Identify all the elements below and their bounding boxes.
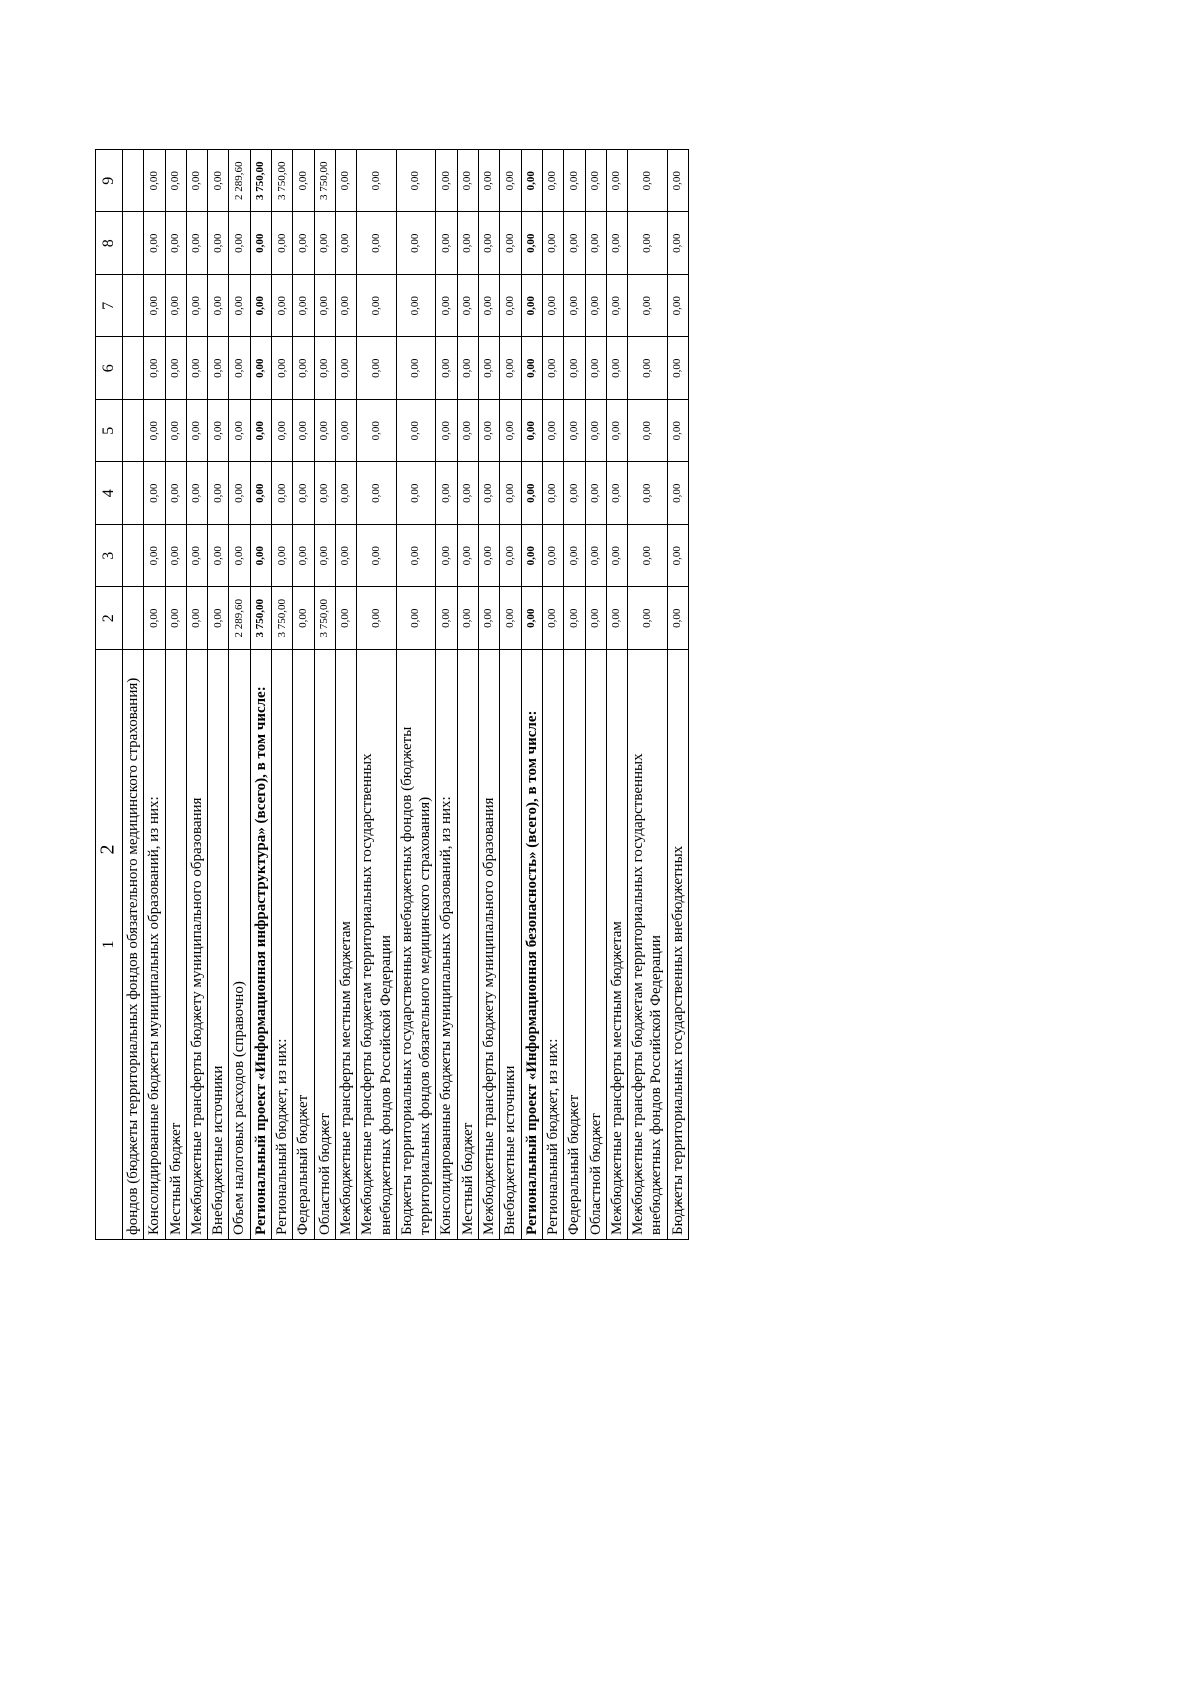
- table-row: [335, 150, 356, 1240]
- table-cell: 0,00: [436, 212, 457, 275]
- table-cell: 0,00: [479, 275, 500, 338]
- table-cell: 0,00: [229, 275, 250, 338]
- table-cell: 0,00: [250, 400, 271, 463]
- table-cell: 0,00: [293, 150, 314, 213]
- table-cell: 0,00: [542, 337, 563, 400]
- table-cell: 0,00: [396, 400, 436, 463]
- table-cell: 0,00: [165, 337, 186, 400]
- table-cell: [123, 587, 144, 650]
- table-cell: 0,00: [314, 275, 335, 338]
- row-label: Региональный проект «Информационная инфраструктура» (всего), в том числе:: [250, 650, 271, 1240]
- table-cell: 0,00: [272, 275, 293, 338]
- budget-table: [95, 149, 689, 1240]
- table-cell: 0,00: [585, 337, 606, 400]
- table-cell: 0,00: [667, 337, 688, 400]
- table-cell: 0,00: [314, 525, 335, 588]
- row-label: Бюджеты территориальных государственных внебюджетных: [667, 650, 688, 1240]
- table-cell: 0,00: [144, 587, 165, 650]
- table-cell: 0,00: [564, 150, 585, 213]
- table-cell: 0,00: [667, 150, 688, 213]
- table-cell: [123, 525, 144, 588]
- table-cell: 0,00: [521, 400, 542, 463]
- table-cell: 0,00: [479, 212, 500, 275]
- table-row: [521, 150, 542, 1240]
- column-header: 5: [96, 400, 123, 463]
- table-row: [272, 150, 293, 1240]
- table-cell: 0,00: [436, 150, 457, 213]
- table-cell: 0,00: [314, 212, 335, 275]
- table-cell: 3 750,00: [250, 150, 271, 213]
- table-cell: 0,00: [564, 275, 585, 338]
- row-label: Внебюджетные источники: [208, 650, 229, 1240]
- table-cell: 0,00: [144, 525, 165, 588]
- table-cell: 0,00: [335, 462, 356, 525]
- table-cell: 0,00: [396, 462, 436, 525]
- table-cell: 0,00: [144, 462, 165, 525]
- row-label: Федеральный бюджет: [293, 650, 314, 1240]
- row-label: Межбюджетные трансферты бюджету муниципального образования: [479, 650, 500, 1240]
- table-cell: 0,00: [272, 525, 293, 588]
- table-cell: 0,00: [293, 525, 314, 588]
- table-cell: 0,00: [165, 462, 186, 525]
- table-cell: 0,00: [186, 337, 207, 400]
- table-cell: 0,00: [628, 525, 668, 588]
- table-row: [542, 150, 563, 1240]
- table-cell: 0,00: [628, 212, 668, 275]
- table-row: [667, 150, 688, 1240]
- table-cell: 0,00: [335, 587, 356, 650]
- table-row: [229, 150, 250, 1240]
- table-cell: 0,00: [293, 400, 314, 463]
- table-cell: 0,00: [396, 337, 436, 400]
- table-cell: 0,00: [314, 462, 335, 525]
- table-row: [479, 150, 500, 1240]
- table-cell: 0,00: [396, 212, 436, 275]
- column-header: 3: [96, 525, 123, 588]
- header-row: [96, 150, 123, 1240]
- table-row: [436, 150, 457, 1240]
- row-label: Объем налоговых расходов (справочно): [229, 650, 250, 1240]
- table-cell: 0,00: [335, 150, 356, 213]
- table-cell: 0,00: [293, 587, 314, 650]
- table-cell: 0,00: [357, 525, 397, 588]
- table-cell: 0,00: [457, 525, 478, 588]
- page-number: 2: [96, 844, 119, 855]
- table-cell: 0,00: [500, 275, 521, 338]
- table-cell: 0,00: [542, 275, 563, 338]
- table-cell: 0,00: [357, 275, 397, 338]
- table-cell: 0,00: [521, 337, 542, 400]
- table-cell: [123, 275, 144, 338]
- table-cell: 0,00: [357, 462, 397, 525]
- table-cell: 0,00: [250, 525, 271, 588]
- table-cell: 0,00: [457, 587, 478, 650]
- table-row: [165, 150, 186, 1240]
- table-row: [500, 150, 521, 1240]
- table-cell: 0,00: [628, 150, 668, 213]
- table-cell: 0,00: [396, 150, 436, 213]
- table-cell: 0,00: [667, 275, 688, 338]
- table-cell: 0,00: [500, 462, 521, 525]
- table-cell: 0,00: [457, 337, 478, 400]
- table-cell: 0,00: [208, 525, 229, 588]
- table-cell: 0,00: [186, 400, 207, 463]
- table-cell: 0,00: [357, 587, 397, 650]
- table-cell: 0,00: [500, 212, 521, 275]
- table-row: [293, 150, 314, 1240]
- table-cell: 0,00: [606, 275, 627, 338]
- table-cell: 0,00: [335, 212, 356, 275]
- table-cell: 0,00: [606, 400, 627, 463]
- table-cell: 0,00: [564, 400, 585, 463]
- table-cell: 0,00: [436, 587, 457, 650]
- row-label: Федеральный бюджет: [564, 650, 585, 1240]
- table-cell: 0,00: [229, 462, 250, 525]
- table-cell: 0,00: [396, 525, 436, 588]
- table-cell: 0,00: [606, 462, 627, 525]
- table-cell: 0,00: [500, 400, 521, 463]
- table-row: [357, 150, 397, 1240]
- table-cell: 0,00: [542, 212, 563, 275]
- table-row: [123, 150, 144, 1240]
- table-cell: 0,00: [667, 587, 688, 650]
- table-cell: 0,00: [335, 275, 356, 338]
- table-cell: 0,00: [165, 525, 186, 588]
- table-cell: 0,00: [335, 525, 356, 588]
- table-cell: 0,00: [457, 212, 478, 275]
- column-header: 6: [96, 337, 123, 400]
- table-cell: 0,00: [250, 275, 271, 338]
- table-cell: 0,00: [165, 212, 186, 275]
- table-row: [606, 150, 627, 1240]
- table-cell: [123, 462, 144, 525]
- table-cell: 0,00: [521, 525, 542, 588]
- table-cell: 0,00: [208, 150, 229, 213]
- table-cell: 0,00: [144, 400, 165, 463]
- table-cell: 0,00: [479, 462, 500, 525]
- row-label: Местный бюджет: [165, 650, 186, 1240]
- row-label: Консолидированные бюджеты муниципальных образований, из них:: [144, 650, 165, 1240]
- table-cell: 0,00: [542, 150, 563, 213]
- table-cell: 3 750,00: [314, 150, 335, 213]
- table-cell: 0,00: [521, 150, 542, 213]
- table-cell: 0,00: [396, 275, 436, 338]
- row-label: Региональный проект «Информационная безопасность» (всего), в том числе:: [521, 650, 542, 1240]
- table-cell: [123, 337, 144, 400]
- row-label: Бюджеты территориальных государственных внебюджетных фондов (бюджеты территориальных фондов обязательного медицинского страхования): [396, 650, 436, 1240]
- table-cell: [123, 400, 144, 463]
- table-row: [564, 150, 585, 1240]
- table-cell: 0,00: [144, 150, 165, 213]
- table-cell: 0,00: [542, 525, 563, 588]
- table-cell: 0,00: [186, 212, 207, 275]
- table-cell: 0,00: [521, 212, 542, 275]
- table-cell: 3 750,00: [314, 587, 335, 650]
- column-header: 2: [96, 587, 123, 650]
- row-label: Консолидированные бюджеты муниципальных образований, из них:: [436, 650, 457, 1240]
- row-label: Межбюджетные трансферты местным бюджетам: [335, 650, 356, 1240]
- table-cell: 0,00: [436, 525, 457, 588]
- table-cell: 0,00: [357, 400, 397, 463]
- table-body: [123, 150, 689, 1240]
- table-cell: 0,00: [585, 587, 606, 650]
- table-cell: 0,00: [208, 400, 229, 463]
- table-cell: 0,00: [628, 400, 668, 463]
- table-cell: 0,00: [272, 462, 293, 525]
- table-cell: 0,00: [667, 525, 688, 588]
- table-cell: 0,00: [457, 275, 478, 338]
- table-cell: 3 750,00: [250, 587, 271, 650]
- table-cell: 0,00: [314, 337, 335, 400]
- table-cell: 0,00: [186, 275, 207, 338]
- table-cell: 0,00: [357, 337, 397, 400]
- table-cell: 0,00: [293, 212, 314, 275]
- row-label: Межбюджетные трансферты бюджетам территориальных государственных внебюджетных фондов Российской Федерации: [357, 650, 397, 1240]
- table-cell: 0,00: [606, 150, 627, 213]
- table-row: [314, 150, 335, 1240]
- table-cell: 0,00: [165, 275, 186, 338]
- table-cell: 0,00: [165, 150, 186, 213]
- table-cell: 0,00: [250, 462, 271, 525]
- table-cell: 0,00: [457, 150, 478, 213]
- table-cell: 0,00: [628, 275, 668, 338]
- row-label: Региональный бюджет, из них:: [542, 650, 563, 1240]
- row-label: Местный бюджет: [457, 650, 478, 1240]
- table-cell: 3 750,00: [272, 587, 293, 650]
- table-cell: 0,00: [521, 275, 542, 338]
- column-header: 7: [96, 275, 123, 338]
- column-header: 8: [96, 212, 123, 275]
- column-header: 4: [96, 462, 123, 525]
- table-cell: 0,00: [585, 400, 606, 463]
- table-cell: 0,00: [186, 525, 207, 588]
- table-row: [144, 150, 165, 1240]
- table-row: [585, 150, 606, 1240]
- table-cell: 0,00: [500, 337, 521, 400]
- row-label: Внебюджетные источники: [500, 650, 521, 1240]
- table-cell: 0,00: [479, 587, 500, 650]
- table-cell: 0,00: [606, 587, 627, 650]
- table-cell: 0,00: [479, 525, 500, 588]
- table-cell: 0,00: [165, 587, 186, 650]
- row-label: Областной бюджет: [585, 650, 606, 1240]
- table-cell: 0,00: [144, 337, 165, 400]
- table-cell: [123, 212, 144, 275]
- table-cell: 0,00: [606, 212, 627, 275]
- table-cell: 2 289,60: [229, 587, 250, 650]
- table-cell: 0,00: [165, 400, 186, 463]
- table-cell: 0,00: [500, 150, 521, 213]
- table-cell: 0,00: [457, 400, 478, 463]
- table-cell: 0,00: [500, 525, 521, 588]
- table-cell: 0,00: [564, 212, 585, 275]
- table-cell: 0,00: [186, 462, 207, 525]
- table-cell: 0,00: [272, 337, 293, 400]
- table-cell: 0,00: [293, 462, 314, 525]
- table-cell: 0,00: [436, 462, 457, 525]
- table-cell: 0,00: [229, 212, 250, 275]
- table-cell: 0,00: [542, 462, 563, 525]
- table-cell: 0,00: [396, 587, 436, 650]
- row-label: фондов (бюджеты территориальных фондов обязательного медицинского страхования): [123, 650, 144, 1240]
- table-row: [208, 150, 229, 1240]
- table-row: [186, 150, 207, 1240]
- table-cell: 0,00: [585, 212, 606, 275]
- table-cell: 0,00: [208, 275, 229, 338]
- table-row: [628, 150, 668, 1240]
- table-cell: 0,00: [564, 525, 585, 588]
- table-cell: 0,00: [585, 462, 606, 525]
- table-cell: 0,00: [564, 337, 585, 400]
- table-cell: 0,00: [628, 587, 668, 650]
- row-label: Областной бюджет: [314, 650, 335, 1240]
- table-cell: 3 750,00: [272, 150, 293, 213]
- column-header: 9: [96, 150, 123, 213]
- table-cell: 0,00: [357, 212, 397, 275]
- table-cell: 0,00: [357, 150, 397, 213]
- table-cell: 0,00: [479, 400, 500, 463]
- table-cell: 0,00: [500, 587, 521, 650]
- table-cell: 0,00: [436, 337, 457, 400]
- table-cell: 0,00: [293, 275, 314, 338]
- table-cell: 0,00: [542, 587, 563, 650]
- table-cell: 0,00: [585, 275, 606, 338]
- row-label: Межбюджетные трансферты бюджетам территориальных государственных внебюджетных фондов Российской Федерации: [628, 650, 668, 1240]
- table-cell: 0,00: [521, 587, 542, 650]
- table-cell: 0,00: [585, 150, 606, 213]
- table-cell: 0,00: [606, 337, 627, 400]
- table-cell: 0,00: [479, 337, 500, 400]
- table-cell: 0,00: [314, 400, 335, 463]
- table-cell: 0,00: [186, 150, 207, 213]
- table-cell: 0,00: [335, 400, 356, 463]
- column-header: 1: [96, 650, 123, 1240]
- table-cell: 0,00: [208, 587, 229, 650]
- table-cell: 0,00: [272, 400, 293, 463]
- table-cell: 0,00: [208, 337, 229, 400]
- table-cell: 2 289,60: [229, 150, 250, 213]
- budget-document: [95, 161, 1185, 1240]
- table-cell: 0,00: [186, 587, 207, 650]
- row-label: Региональный бюджет, из них:: [272, 650, 293, 1240]
- table-cell: 0,00: [564, 462, 585, 525]
- table-row: [457, 150, 478, 1240]
- table-cell: 0,00: [479, 150, 500, 213]
- table-cell: 0,00: [208, 212, 229, 275]
- table-cell: 0,00: [144, 275, 165, 338]
- row-label: Межбюджетные трансферты бюджету муниципального образования: [186, 650, 207, 1240]
- table-cell: 0,00: [628, 337, 668, 400]
- table-cell: 0,00: [521, 462, 542, 525]
- table-cell: 0,00: [250, 337, 271, 400]
- table-cell: 0,00: [229, 525, 250, 588]
- table-cell: 0,00: [564, 587, 585, 650]
- table-cell: 0,00: [667, 400, 688, 463]
- table-cell: 0,00: [144, 212, 165, 275]
- table-cell: 0,00: [585, 525, 606, 588]
- table-cell: 0,00: [457, 462, 478, 525]
- table-cell: 0,00: [542, 400, 563, 463]
- table-cell: 0,00: [229, 337, 250, 400]
- table-cell: 0,00: [293, 337, 314, 400]
- table-cell: 0,00: [250, 212, 271, 275]
- table-row: [396, 150, 436, 1240]
- table-cell: 0,00: [272, 212, 293, 275]
- table-cell: 0,00: [436, 275, 457, 338]
- table-cell: 0,00: [335, 337, 356, 400]
- row-label: Межбюджетные трансферты местным бюджетам: [606, 650, 627, 1240]
- table-cell: 0,00: [436, 400, 457, 463]
- table-cell: [123, 150, 144, 213]
- table-cell: 0,00: [606, 525, 627, 588]
- table-cell: 0,00: [667, 462, 688, 525]
- table-cell: 0,00: [667, 212, 688, 275]
- table-cell: 0,00: [628, 462, 668, 525]
- table-row: [250, 150, 271, 1240]
- table-cell: 0,00: [208, 462, 229, 525]
- table-cell: 0,00: [229, 400, 250, 463]
